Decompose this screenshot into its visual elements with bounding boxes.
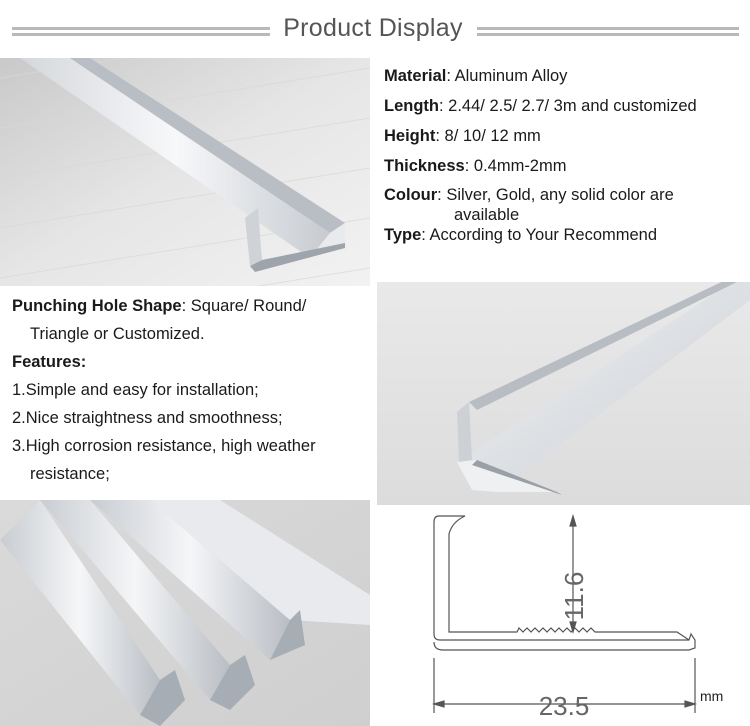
spec-colour [384,185,674,205]
technical-drawing [377,508,750,726]
spec-label: Colour [384,186,438,204]
feature-item: 2.Nice straightness and smoothness; [12,409,283,427]
product-photo-angled-profile [377,282,750,505]
spec-value: : 0.4mm-2mm [464,157,567,175]
spec-value: : Aluminum Alloy [446,67,568,85]
spec-value: : Silver, Gold, any solid color are [437,186,674,204]
spec-material [384,66,567,86]
height-dimension-label: 11.6 [559,571,589,621]
feature-item: 3.High corrosion resistance, high weather [12,437,316,455]
spec-label: Thickness [384,157,465,175]
spec-thickness [384,156,566,176]
spec-length [384,96,697,116]
header-rule-right [477,27,739,36]
header-rule-left [12,27,270,36]
product-photo-single-profile [0,58,370,286]
spec-colour-continuation: available [454,206,520,224]
spec-type [384,225,657,245]
spec-height [384,126,541,146]
spec-label: Type [384,226,422,244]
punching-hole-line [12,296,306,316]
feature-item: 1.Simple and easy for installation; [12,381,259,399]
spec-label: Material [384,67,447,85]
features-title: Features: [12,353,87,371]
spec-value: : 8/ 10/ 12 mm [435,127,541,145]
product-photo-stacked-profiles [0,500,370,726]
section-title: Product Display [283,14,463,42]
spec-label: Height [384,127,436,145]
punching-continuation: Triangle or Customized. [30,325,205,343]
spec-label: Length [384,97,439,115]
feature-item-continuation: resistance; [30,465,110,483]
spec-value: : 2.44/ 2.5/ 2.7/ 3m and customized [439,97,697,115]
section-header [0,0,750,60]
punching-value: : Square/ Round/ [181,297,307,315]
punching-label: Punching Hole Shape [12,297,182,315]
unit-label: mm [700,688,724,704]
width-dimension-label: 23.5 [538,691,590,721]
spec-value: : According to Your Recommend [421,226,658,244]
